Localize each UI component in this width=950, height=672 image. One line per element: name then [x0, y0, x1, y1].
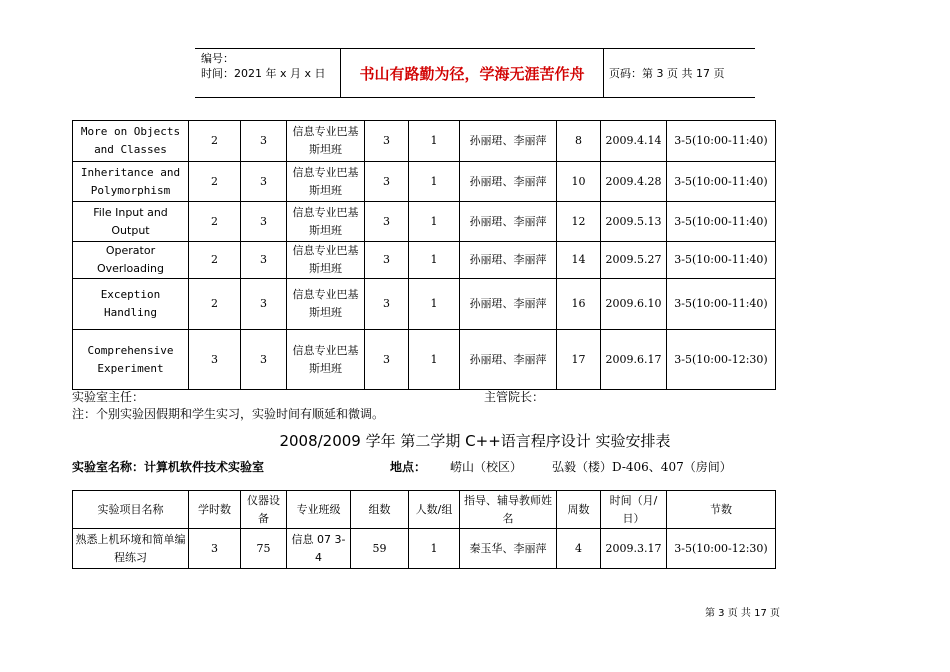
class: 信息专业巴基斯坦班 [287, 121, 365, 162]
column-header: 组数 [351, 491, 409, 529]
equipment: 3 [241, 202, 287, 242]
week: 14 [557, 242, 601, 279]
time-label: 时间：2021 年 x 月 x 日 [201, 67, 326, 80]
groups: 3 [365, 242, 409, 279]
class: 信息专业巴基斯坦班 [287, 330, 365, 390]
per-group: 1 [409, 202, 460, 242]
class: 信息 07 3-4 [287, 529, 351, 569]
teacher: 孙丽珺、李丽萍 [460, 242, 557, 279]
period: 3-5(10:00-11:40) [667, 279, 776, 330]
column-header: 专业班级 [287, 491, 351, 529]
per-group: 1 [409, 242, 460, 279]
groups: 3 [365, 330, 409, 390]
hours: 2 [189, 202, 241, 242]
column-header: 指导、辅导教师姓名 [460, 491, 557, 529]
class: 信息专业巴基斯坦班 [287, 279, 365, 330]
column-header: 人数/组 [409, 491, 460, 529]
hours: 3 [189, 529, 241, 569]
column-header: 时间（月/日） [601, 491, 667, 529]
page-label: 页码：第 3 页 共 17 页 [609, 67, 725, 80]
project-name: Comprehensive Experiment [73, 330, 189, 390]
teacher: 孙丽珺、李丽萍 [460, 121, 557, 162]
period: 3-5(10:00-12:30) [667, 529, 776, 569]
class: 信息专业巴基斯坦班 [287, 162, 365, 202]
week: 4 [557, 529, 601, 569]
date: 2009.3.17 [601, 529, 667, 569]
number-label: 编号： [201, 52, 234, 65]
groups: 3 [365, 162, 409, 202]
column-header: 实验项目名称 [73, 491, 189, 529]
schedule-table [72, 490, 776, 569]
building: 弘毅（楼）D-406、407（房间） [552, 460, 732, 474]
period: 3-5(10:00-11:40) [667, 162, 776, 202]
hours: 2 [189, 162, 241, 202]
table-row [73, 330, 776, 390]
class: 信息专业巴基斯坦班 [287, 242, 365, 279]
date: 2009.6.10 [601, 279, 667, 330]
table-row [73, 529, 776, 569]
week: 12 [557, 202, 601, 242]
equipment: 75 [241, 529, 287, 569]
week: 16 [557, 279, 601, 330]
period: 3-5(10:00-11:40) [667, 202, 776, 242]
table-row [73, 279, 776, 330]
header-meta [201, 51, 326, 81]
campus: 崂山（校区） [450, 460, 523, 474]
week: 8 [557, 121, 601, 162]
class: 信息专业巴基斯坦班 [287, 202, 365, 242]
groups: 3 [365, 121, 409, 162]
per-group: 1 [409, 330, 460, 390]
project-name: Exception Handling [73, 279, 189, 330]
table-row [73, 162, 776, 202]
equipment: 3 [241, 279, 287, 330]
groups: 3 [365, 279, 409, 330]
page-footer: 第 3 页 共 17 页 [705, 608, 780, 619]
column-header: 学时数 [189, 491, 241, 529]
hours: 2 [189, 121, 241, 162]
week: 17 [557, 330, 601, 390]
project-name: Inheritance and Polymorphism [73, 162, 189, 202]
project-name: 熟悉上机环境和简单编程练习 [73, 529, 189, 569]
project-name: More on Objects and Classes [73, 121, 189, 162]
schedule-table-continued [72, 120, 776, 390]
table-row [73, 202, 776, 242]
groups: 59 [351, 529, 409, 569]
period: 3-5(10:00-12:30) [667, 330, 776, 390]
column-header: 节数 [667, 491, 776, 529]
column-header: 周数 [557, 491, 601, 529]
teacher: 孙丽珺、李丽萍 [460, 279, 557, 330]
equipment: 3 [241, 330, 287, 390]
hours: 2 [189, 242, 241, 279]
project-name: File Input and Output [73, 202, 189, 242]
signature-line [72, 388, 772, 405]
equipment: 3 [241, 162, 287, 202]
page-header [195, 48, 755, 98]
column-header: 仪器设备 [241, 491, 287, 529]
per-group: 1 [409, 529, 460, 569]
teacher: 孙丽珺、李丽萍 [460, 330, 557, 390]
date: 2009.4.28 [601, 162, 667, 202]
motto: 书山有路勤为径，学海无涯苦作舟 [340, 49, 604, 97]
date: 2009.5.13 [601, 202, 667, 242]
hours: 2 [189, 279, 241, 330]
teacher: 孙丽珺、李丽萍 [460, 162, 557, 202]
table-header-row [73, 491, 776, 529]
date: 2009.5.27 [601, 242, 667, 279]
equipment: 3 [241, 242, 287, 279]
equipment: 3 [241, 121, 287, 162]
week: 10 [557, 162, 601, 202]
per-group: 1 [409, 279, 460, 330]
teacher: 孙丽珺、李丽萍 [460, 202, 557, 242]
section-title: 2008/2009 学年 第二学期 C++语言程序设计 实验安排表 [279, 432, 671, 450]
note: 注：个别实验因假期和学生实习，实验时间有顺延和微调。 [72, 407, 385, 421]
location-label: 地点： [390, 460, 427, 474]
period: 3-5(10:00-11:40) [667, 121, 776, 162]
table-row [73, 242, 776, 279]
dean-label: 主管院长： [484, 390, 545, 404]
date: 2009.4.14 [601, 121, 667, 162]
per-group: 1 [409, 121, 460, 162]
table-row [73, 121, 776, 162]
date: 2009.6.17 [601, 330, 667, 390]
project-name: Operator Overloading [73, 242, 189, 279]
per-group: 1 [409, 162, 460, 202]
lab-director-label: 实验室主任： [72, 390, 145, 404]
groups: 3 [365, 202, 409, 242]
teacher: 秦玉华、李丽萍 [460, 529, 557, 569]
period: 3-5(10:00-11:40) [667, 242, 776, 279]
lab-name: 实验室名称：计算机软件技术实验室 [72, 460, 265, 474]
hours: 3 [189, 330, 241, 390]
